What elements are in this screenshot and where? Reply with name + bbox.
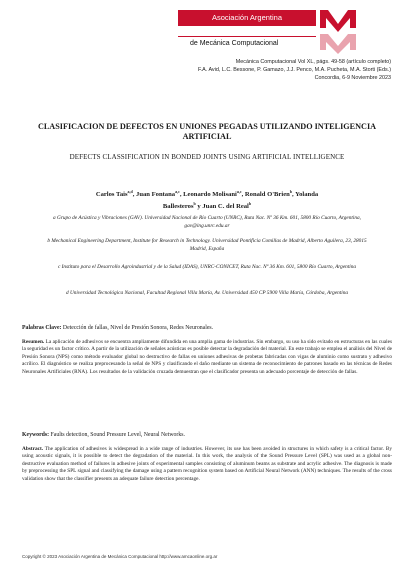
resumen-paragraph: [22, 339, 392, 376]
org-banner: [178, 10, 316, 26]
resumen-text: La aplicación de adhesivos se encuentra ampliamente difundida en una amplia gama de industrias. Sin embargo, su uso ha sido evitado en estructuras en las cuales la seguridad es un factor crítico. A partir de la utilización de señales acústicas es posible detectar la degradación del material. En este trabajo se emplea el análisis del Nivel de Presión Sonora (NPS) como método evaluador global no destructivo de fallas en uniones adhesivas de probetas fabricadas con vigas de aluminio como sustrato y adhesivo acrílico. El diagnóstico se realiza preprocesando la señal de NPS y clasificando el daño mediante un sistema de reconocimiento de patrones basado en las técnicas de Redes Neuronales Artificiales (RNA). Los resultados de la validación cruzada demuestran que el clasificador presenta un adecuado porcentaje de detección de fallas.: [22, 339, 392, 375]
paper-title-es: CLASIFICACION DE DEFECTOS EN UNIONES PEGADAS UTILIZANDO INTELIGENCIA ARTIFICIAL: [37, 122, 377, 141]
venue-line: Concordia, 6-9 Noviembre 2023: [314, 75, 391, 82]
keywords-en-text: Faults detection, Sound Pressure Level, Neural Networks.: [50, 432, 185, 438]
editors-line: F.A. Avid, L.C. Bessone, P. Gamazo, J.J. Penco, M.A. Pucheta, M.A. Storti (Eds.): [197, 67, 391, 74]
resumen-label: Resumen.: [22, 339, 45, 345]
header-divider: [178, 36, 316, 37]
abstract-text: The application of adhesives is widespread in a wide range of industries. However, its use has been avoided in structures in which safety is a critical factor. By using acoustic signals, it is possible to detect the degradation of the material. In this work, the analysis of the Sound Pressure Level (SPL) was used as a global non-destructive evaluation method of failures in adhesive joints of experimental samples consisting of aluminum beams as substrate and acrylic adhesive. The diagnosis is made by preprocessing the SPL signal and classifying the damage using a pattern recognition system based on Artificial Neural Network (ANN) techniques. The results of the cross validation show that the classifier presents an adequate failure detection percentage.: [22, 446, 392, 482]
journal-line: Mecánica Computacional Vol XL, págs. 49-58 (artículo completo): [235, 59, 391, 65]
keywords-en: [22, 431, 392, 439]
keywords-es: [22, 324, 392, 332]
org-name-line1: Asociación Argentina: [211, 13, 283, 22]
keywords-es-text: Detección de fallas, Nivel de Presión Sonora, Redes Neuronales.: [62, 325, 214, 331]
paper-title-en: DEFECTS CLASSIFICATION IN BONDED JOINTS USING ARTIFICIAL INTELLIGENCE: [69, 153, 345, 161]
authors: Carlos Tais$^{a,d}$, Juan Fontana$^{a,c}$, Leonardo Molisani$^{a,c}$, Ronald O'Brien$^b$, Yolanda Ballesteros$^b$ y Juan C. del Real$^b$: [95, 189, 319, 211]
affiliation-c: c Instituto para el Desarrollo Agroindustrial y de la Salud (IDAS), UNRC-CONICET, Ruta Nac. Nº 36 Km. 601, 5800 Río Cuarto, Argentina: [57, 264, 357, 270]
copyright-footer: Copyright © 2023 Asociación Argentina de Mecánica Computacional http://www.amcaonline.org.ar: [22, 554, 218, 559]
abstract-label: Abstract.: [22, 446, 44, 452]
keywords-es-label: Palabras Clave:: [22, 325, 62, 331]
amca-logo-icon: [318, 6, 358, 54]
affiliation-a: a Grupo de Acústica y Vibraciones (GAV). Universidad Nacional de Río Cuarto (UNRC), Ruta Nac. Nº 36 Km. 601, 5800 Río Cuarto, Argentina, gav@ing.unrc.edu.ar: [53, 215, 361, 229]
affiliation-b: b Mechanical Engineering Department, Institute for Research in Technology. Universidad Pontificia Comillas de Madrid, Alberto Aguilera, 23, 28015 Madrid, España: [47, 238, 367, 252]
keywords-en-label: Keywords:: [22, 432, 50, 438]
abstract-paragraph: [22, 446, 392, 483]
affiliation-d: d Universidad Tecnológica Nacional, Facultad Regional Villa María, Av. Universidad 450 CP 5900 Villa María, Córdoba, Argentina: [65, 290, 349, 296]
publication-info: [91, 58, 391, 83]
org-name-line2: de Mecánica Computacional: [190, 40, 279, 47]
